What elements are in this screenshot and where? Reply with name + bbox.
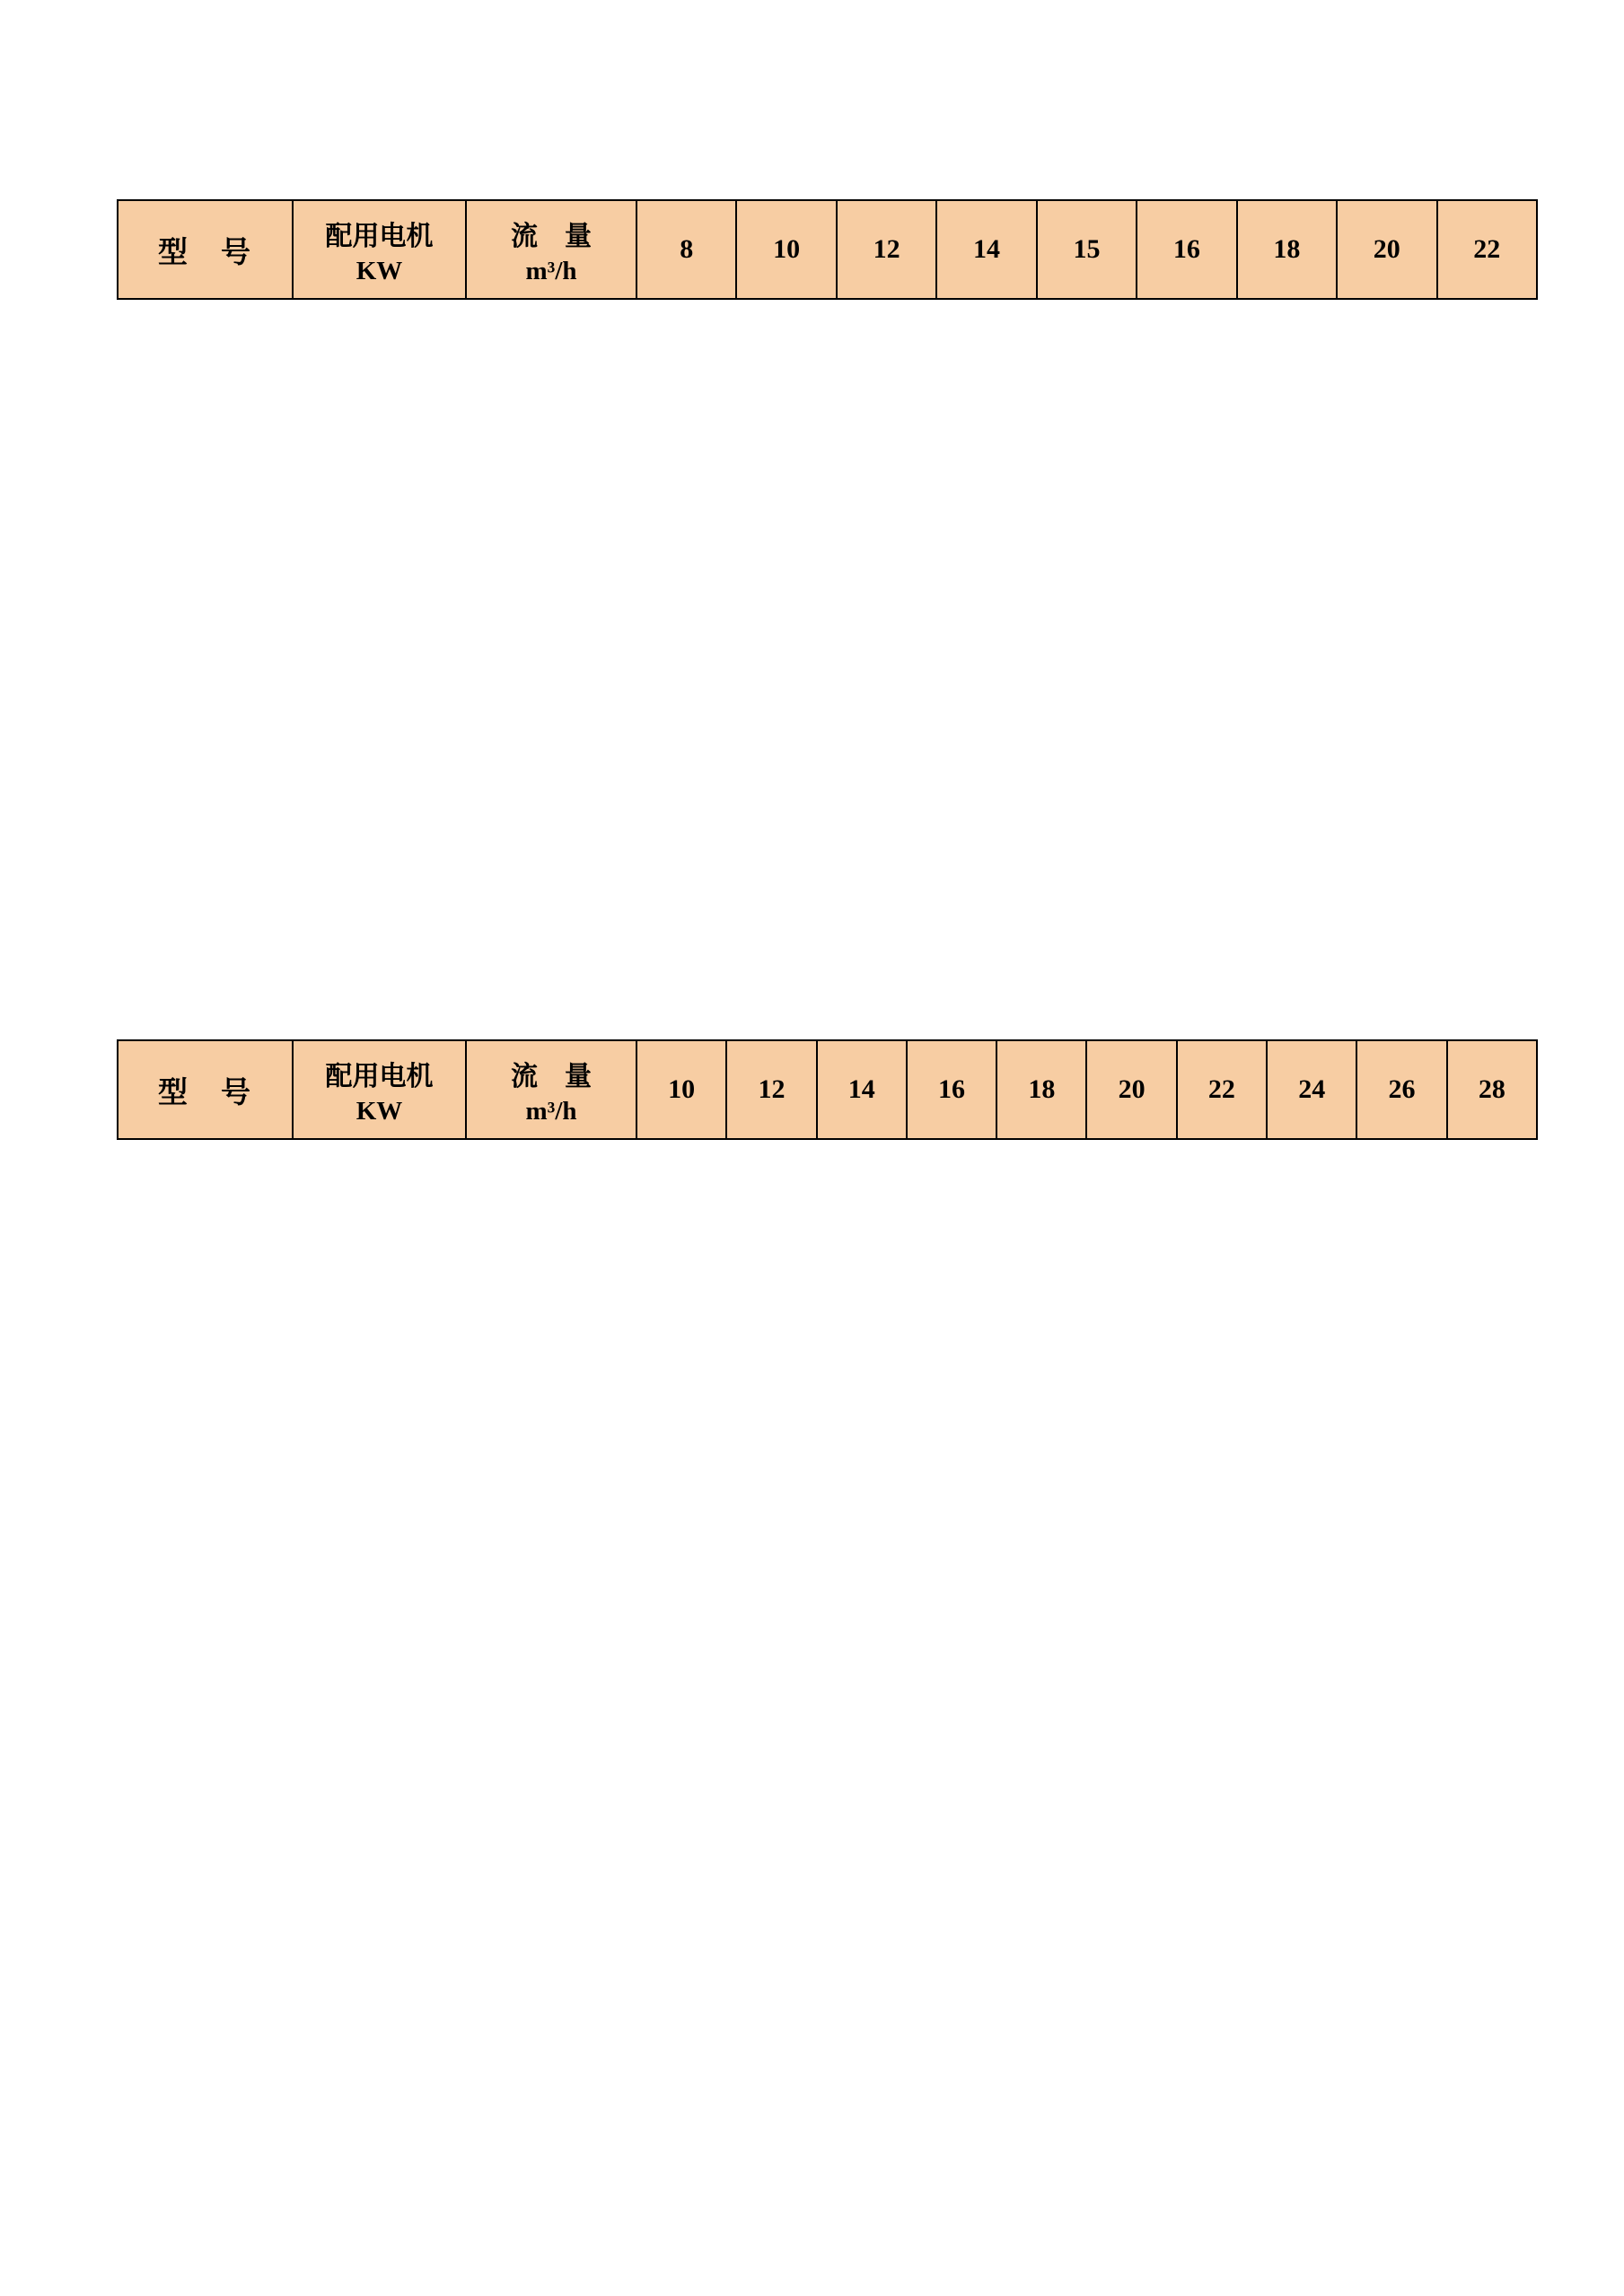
- flow-value-header: 8: [636, 200, 736, 299]
- model-column-header: 型 号: [118, 200, 293, 299]
- model-column-header: 型 号: [118, 1040, 293, 1139]
- motor-unit-label: KW: [356, 1096, 403, 1126]
- flow-value-header: 10: [636, 1040, 726, 1139]
- flow-column-header: [466, 200, 636, 299]
- flow-value-header: 24: [1267, 1040, 1356, 1139]
- motor-label: 配用电机: [325, 1061, 434, 1091]
- flow-value-header: 26: [1356, 1040, 1446, 1139]
- gdl15-pump-table: [117, 199, 1538, 300]
- flow-value-header: 12: [837, 200, 936, 299]
- flow-unit-label: m³/h: [525, 1096, 577, 1126]
- flow-value-header: 20: [1337, 200, 1436, 299]
- motor-column-header: [293, 200, 466, 299]
- flow-label: 流 量: [511, 1061, 592, 1091]
- motor-unit-label: KW: [356, 256, 403, 285]
- flow-value-header: 22: [1177, 1040, 1267, 1139]
- flow-unit-label: m³/h: [525, 256, 577, 285]
- flow-column-header: [466, 1040, 636, 1139]
- motor-label: 配用电机: [325, 221, 434, 251]
- flow-value-header: 28: [1447, 1040, 1537, 1139]
- flow-value-header: 18: [996, 1040, 1086, 1139]
- flow-value-header: 16: [1137, 200, 1236, 299]
- flow-value-header: 16: [907, 1040, 996, 1139]
- flow-value-header: 10: [736, 200, 836, 299]
- header-row: [118, 200, 1537, 299]
- flow-value-header: 22: [1437, 200, 1538, 299]
- flow-value-header: 20: [1086, 1040, 1176, 1139]
- flow-value-header: 14: [817, 1040, 907, 1139]
- flow-value-header: 14: [936, 200, 1036, 299]
- flow-value-header: 12: [726, 1040, 816, 1139]
- header-row: [118, 1040, 1537, 1139]
- flow-value-header: 18: [1237, 200, 1337, 299]
- flow-label: 流 量: [511, 221, 592, 251]
- flow-value-header: 15: [1037, 200, 1137, 299]
- gdl20-pump-table: [117, 1039, 1538, 1140]
- motor-column-header: [293, 1040, 466, 1139]
